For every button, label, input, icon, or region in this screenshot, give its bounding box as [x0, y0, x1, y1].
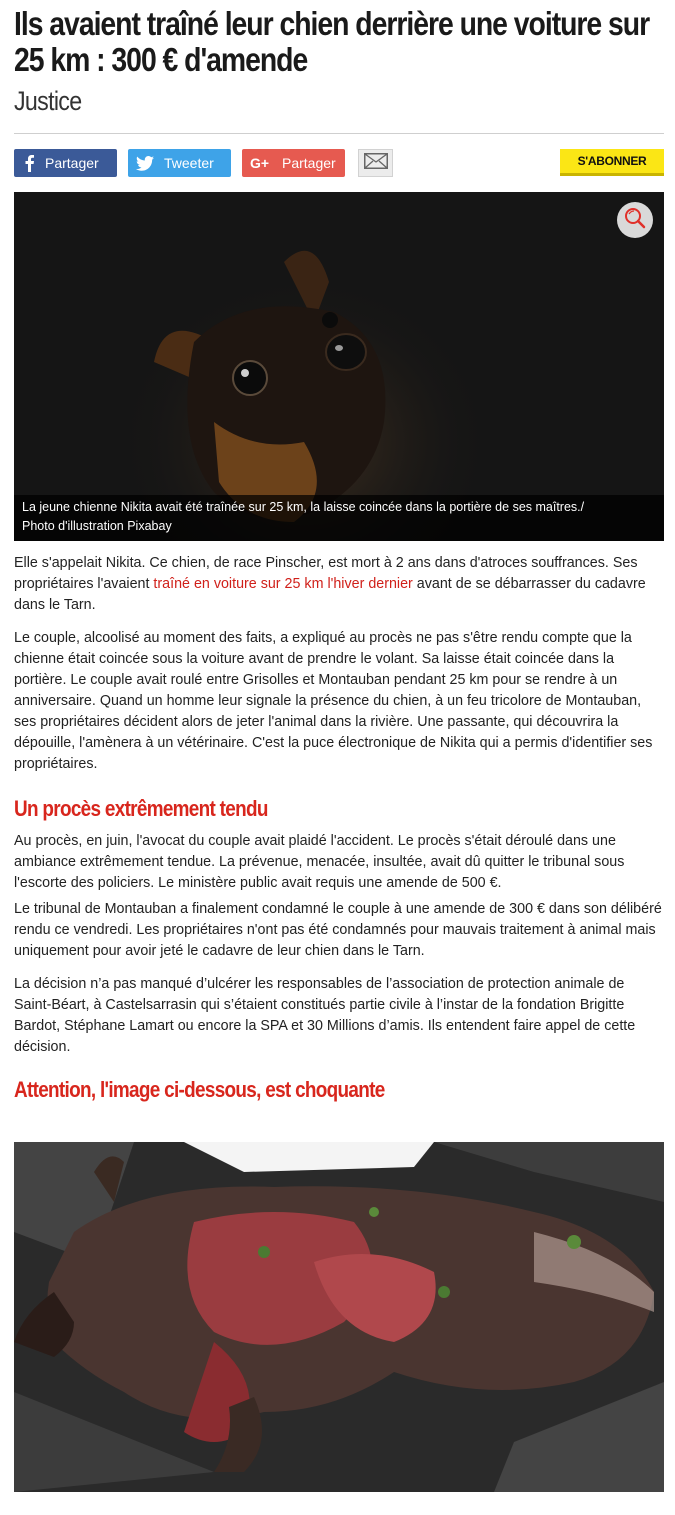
photo-caption-line-2: Photo d'illustration Pixabay: [22, 519, 172, 533]
paragraph-1-text-end: avant de se débarrasser du cadavre dans le Tarn.: [14, 576, 646, 613]
magnifier-icon: [623, 206, 647, 235]
section-heading-warning: Attention, l'image ci-dessous, est choquante: [14, 1077, 385, 1102]
related-article-link[interactable]: traîné en voiture sur 25 km l'hiver dernier: [153, 576, 413, 592]
title-divider: [14, 133, 664, 134]
google-plus-icon: [250, 156, 272, 170]
section-heading-trial: Un procès extrêmement tendu: [14, 796, 268, 821]
paragraph-1: [14, 553, 664, 616]
photo-caption: [14, 495, 664, 541]
paragraph-2: Le couple, alcoolisé au moment des faits, a expliqué au procès ne pas s'être rendu compte que la chienne était coincée sous la voiture avant de prendre le volant. Sa laisse était coincée dans la portière. Le couple avait roulé entre Grisolles et Montauban pendant 25 km pour se rendre à un anniversaire. Quand un homme leur signale la présence du chien, à un feu tricolore de Montauban, ses propriétaires décident alors de jeter l'animal dans la rivière. Une passante, qui découvrira la dépouille, l'amènera à un vétérinaire. C'est la puce électronique de Nikita qui a permis d'identifier ses propriétaires.: [14, 630, 653, 772]
facebook-share-label: Partager: [45, 155, 99, 171]
dog-remains-photo: [14, 1142, 664, 1492]
svg-text:G+: G+: [250, 156, 270, 170]
twitter-share-label: Tweeter: [164, 155, 214, 171]
paragraph-5: La décision n’a pas manqué d’ulcérer les responsables de l’association de protection animale de Saint-Béart, à Castelsarrasin qui s’étaient constitués partie civile à l’instar de la fondation Brigitte Bardot, Stéphane Lamart ou encore la SPA et 30 Millions d’amis. Ils entendent faire appel de cette décision.: [14, 976, 636, 1055]
subscribe-button[interactable]: S'ABONNER: [560, 149, 664, 176]
article-main-photo: [14, 192, 664, 541]
facebook-share-button[interactable]: [14, 149, 117, 177]
shocking-photo: [14, 1142, 664, 1492]
twitter-share-button[interactable]: [128, 149, 231, 177]
article-title: Ils avaient traîné leur chien derrière une voiture sur 25 km : 300 € d'amende: [14, 5, 650, 78]
zoom-button[interactable]: [617, 202, 653, 238]
photo-caption-line-1: La jeune chienne Nikita avait été traînée sur 25 km, la laisse coincée dans la portière de ses maîtres./: [22, 500, 585, 514]
article-category[interactable]: Justice: [14, 86, 82, 116]
paragraph-1-text-start: Elle s'appelait Nikita. Ce chien, de race Pinscher, est mort à 2 ans dans d'atroces souffrances. Ses propriétaires l'avaient: [14, 555, 638, 592]
google-plus-share-button[interactable]: [242, 149, 345, 177]
twitter-icon: [136, 156, 154, 171]
google-plus-share-label: Partager: [282, 155, 336, 171]
dog-photo-illustration: [14, 192, 664, 541]
email-share-button[interactable]: [358, 149, 393, 177]
paragraph-4: Le tribunal de Montauban a finalement condamné le couple à une amende de 300 € dans son délibéré rendu ce vendredi. Les propriétaires n'ont pas été condamnés pour mauvais traitement à animal mais uniquement pour avoir jeté le cadavre de leur chien dans le Tarn.: [14, 901, 662, 959]
envelope-icon: [364, 153, 388, 174]
facebook-icon: [23, 154, 35, 172]
paragraph-3: Au procès, en juin, l'avocat du couple avait plaidé l'accident. Le procès s'était déroulé dans une ambiance extrêmement tendue. La prévenue, menacée, insultée, avait dû quitter le tribunal sous l'escorte des policiers. Le ministère public avait requis une amende de 500 €.: [14, 833, 625, 891]
